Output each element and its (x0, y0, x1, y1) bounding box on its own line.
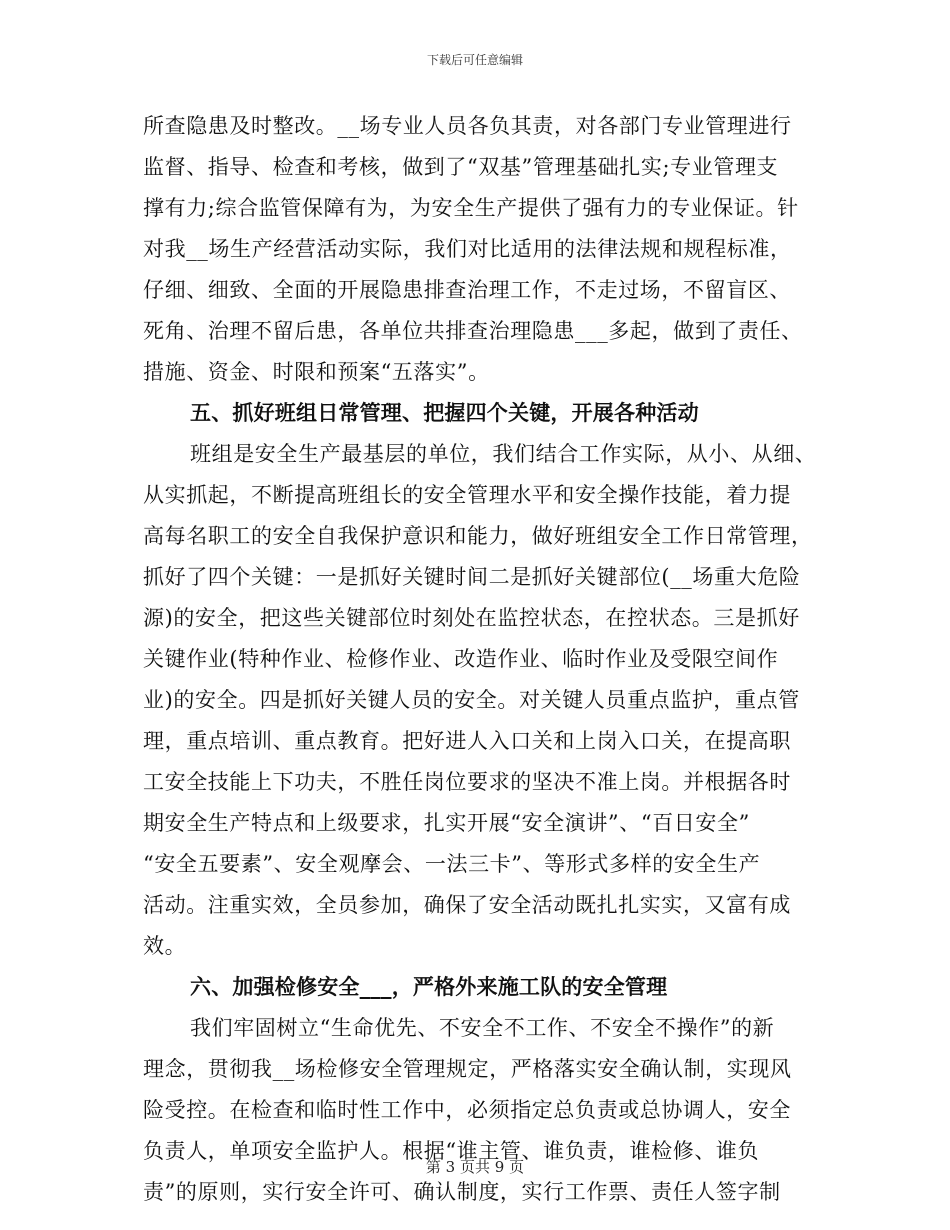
paragraph-line: 理念，贯彻我__场检修安全管理规定，严格落实安全确认制，实现风 (143, 1057, 792, 1081)
paragraph-line: 工安全技能上下功夫，不胜任岗位要求的坚决不准上岗。并根据各时 (143, 770, 791, 794)
paragraph-line: 源)的安全，把这些关键部位时刻处在监控状态，在控状态。三是抓好 (143, 606, 800, 630)
paragraph-line: 监督、指导、检查和考核，做到了“双基”管理基础扎实;专业管理支 (143, 155, 779, 179)
paragraph-line: 期安全生产特点和上级要求，扎实开展“安全演讲”、“百日安全” (143, 811, 750, 835)
section-heading: 五、抓好班组日常管理、把握四个关键，开展各种活动 (190, 400, 699, 425)
paragraph-line: 业)的安全。四是抓好关键人员的安全。对关键人员重点监护，重点管 (143, 688, 800, 712)
page-header: 下载后可任意编辑 (426, 53, 523, 67)
paragraph-line: 活动。注重实效，全员参加，确保了安全活动既扎扎实实，又富有成 (143, 893, 791, 917)
paragraph-line: 班组是安全生产最基层的单位，我们结合工作实际，从小、从细、 (190, 442, 817, 466)
paragraph-line: 险受控。在检查和临时性工作中，必须指定总负责或总协调人，安全 (143, 1098, 791, 1122)
paragraph-line: 责”的原则，实行安全许可、确认制度，实行工作票、责任人签字制 (143, 1180, 781, 1204)
section-heading: 六、加强检修安全___，严格外来施工队的安全管理 (190, 974, 668, 999)
paragraph-line: 高每名职工的安全自我保护意识和能力，做好班组安全工作日常管理， (143, 524, 813, 548)
paragraph-line: 抓好了四个关键：一是抓好关键时间二是抓好关键部位(__场重大危险 (143, 565, 801, 589)
paragraph-line: 我们牢固树立“生命优先、不安全不工作、不安全不操作”的新 (190, 1016, 775, 1040)
paragraph-line: 理，重点培训、重点教育。把好进人入口关和上岗入口关，在提高职 (143, 729, 791, 753)
paragraph-line: 死角、治理不留后患，各单位共排查治理隐患___多起，做到了责任、 (143, 319, 803, 343)
page-number-footer: 第 3 页共 9 页 (425, 1158, 525, 1176)
paragraph-line: “安全五要素”、安全观摩会、一法三卡”、等形式多样的安全生产 (143, 852, 761, 876)
paragraph-line: 仔细、细致、全面的开展隐患排查治理工作，不走过场，不留盲区、 (143, 278, 791, 302)
paragraph-line: 负责人，单项安全监护人。根据“谁主管、谁负责，谁检修、谁负 (143, 1139, 760, 1163)
paragraph-line: 对我__场生产经营活动实际，我们对比适用的法律法规和规程标准， (143, 237, 792, 261)
paragraph-line: 关键作业(特种作业、检修作业、改造作业、临时作业及受限空间作 (143, 647, 779, 671)
paragraph-line: 措施、资金、时限和预案“五落实”。 (143, 360, 490, 384)
paragraph-line: 效。 (143, 934, 187, 958)
paragraph-line: 所查隐患及时整改。__场专业人员各负其责，对各部门专业管理进行 (143, 114, 792, 138)
paragraph-line: 从实抓起，不断提高班组长的安全管理水平和安全操作技能，着力提 (143, 483, 791, 507)
paragraph-line: 撑有力;综合监管保障有为，为安全生产提供了强有力的专业保证。针 (143, 196, 799, 220)
